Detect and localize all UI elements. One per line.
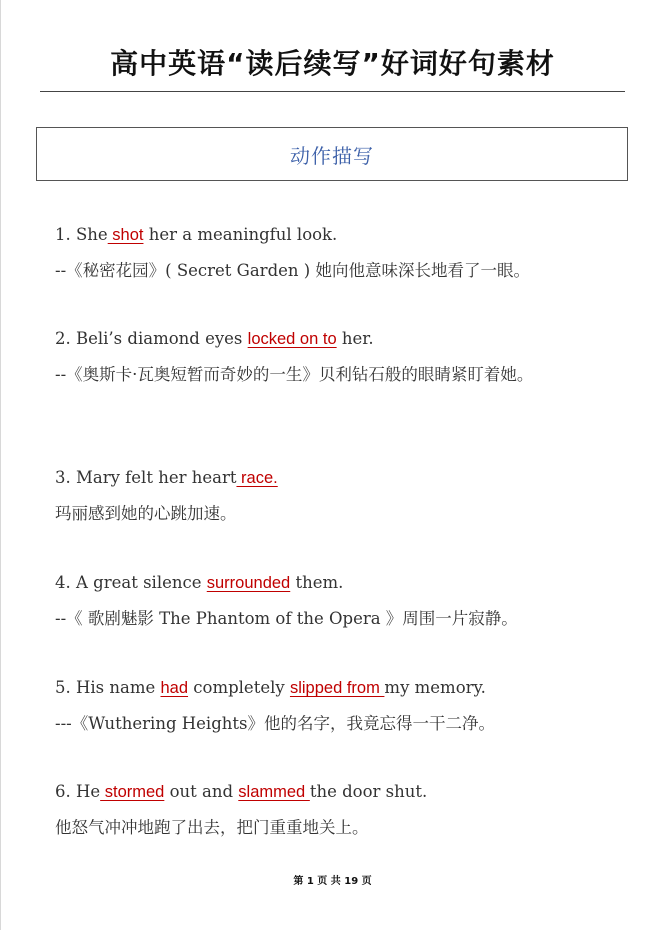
page-left-border [0, 0, 1, 930]
sentence-text: them. [290, 573, 344, 592]
sentence-text: completely [188, 678, 290, 697]
page-number-footer: 第 1 页 共 19 页 [293, 876, 372, 887]
highlighted-phrase: slipped from [289, 679, 385, 697]
title-divider [40, 91, 625, 92]
section-header-box [36, 127, 628, 181]
example-sentence [55, 321, 625, 357]
example-entry-6 [55, 774, 625, 845]
example-sentence [55, 565, 625, 601]
document-title: 高中英语“读后续写”好词好句素材 [110, 47, 555, 80]
sentence-text: 6. He [55, 782, 101, 801]
example-translation: 他怒气冲冲地跑了出去，把门重重地关上。 [55, 818, 369, 837]
sentence-text: 3. Mary felt her heart [55, 468, 237, 487]
example-translation: --《奥斯卡·瓦奥短暂而奇妙的一生》贝利钻石般的眼睛紧盯着她。 [55, 365, 534, 384]
highlighted-phrase: slammed [238, 783, 310, 801]
sentence-text: her. [336, 329, 374, 348]
example-translation: --《 歌剧魅影 The Phantom of the Opera 》周围一片寂静。 [55, 609, 518, 628]
example-entry-1 [55, 217, 625, 288]
example-sentence [55, 217, 625, 253]
highlighted-phrase: stormed [100, 783, 165, 801]
sentence-text: 5. His name [55, 678, 161, 697]
sentence-text: out and [164, 782, 239, 801]
sentence-text: 1. She [55, 225, 108, 244]
sentence-text: 4. A great silence [55, 573, 207, 592]
sentence-text: her a meaningful look. [143, 225, 338, 244]
highlighted-phrase: race. [236, 469, 278, 487]
example-translation: --《秘密花园》( Secret Garden ) 她向他意味深长地看了一眼。 [55, 261, 530, 280]
example-translation: ---《Wuthering Heights》他的名字，我竟忘得一干二净。 [55, 714, 495, 733]
example-sentence [55, 774, 625, 810]
highlighted-phrase: locked on to [247, 330, 337, 348]
example-translation: 玛丽感到她的心跳加速。 [55, 504, 237, 523]
example-sentence [55, 670, 625, 706]
example-sentence [55, 460, 625, 496]
example-entry-2 [55, 321, 625, 392]
sentence-text: my memory. [384, 678, 486, 697]
sentence-text: 2. Beli’s diamond eyes [55, 329, 248, 348]
example-entry-3 [55, 460, 625, 531]
highlighted-phrase: shot [107, 226, 144, 244]
highlighted-phrase: had [160, 679, 189, 697]
sentence-text: the door shut. [309, 782, 428, 801]
example-entry-5 [55, 670, 625, 741]
section-title: 动作描写 [290, 143, 374, 168]
highlighted-phrase: surrounded [206, 574, 291, 592]
example-entry-4 [55, 565, 625, 636]
